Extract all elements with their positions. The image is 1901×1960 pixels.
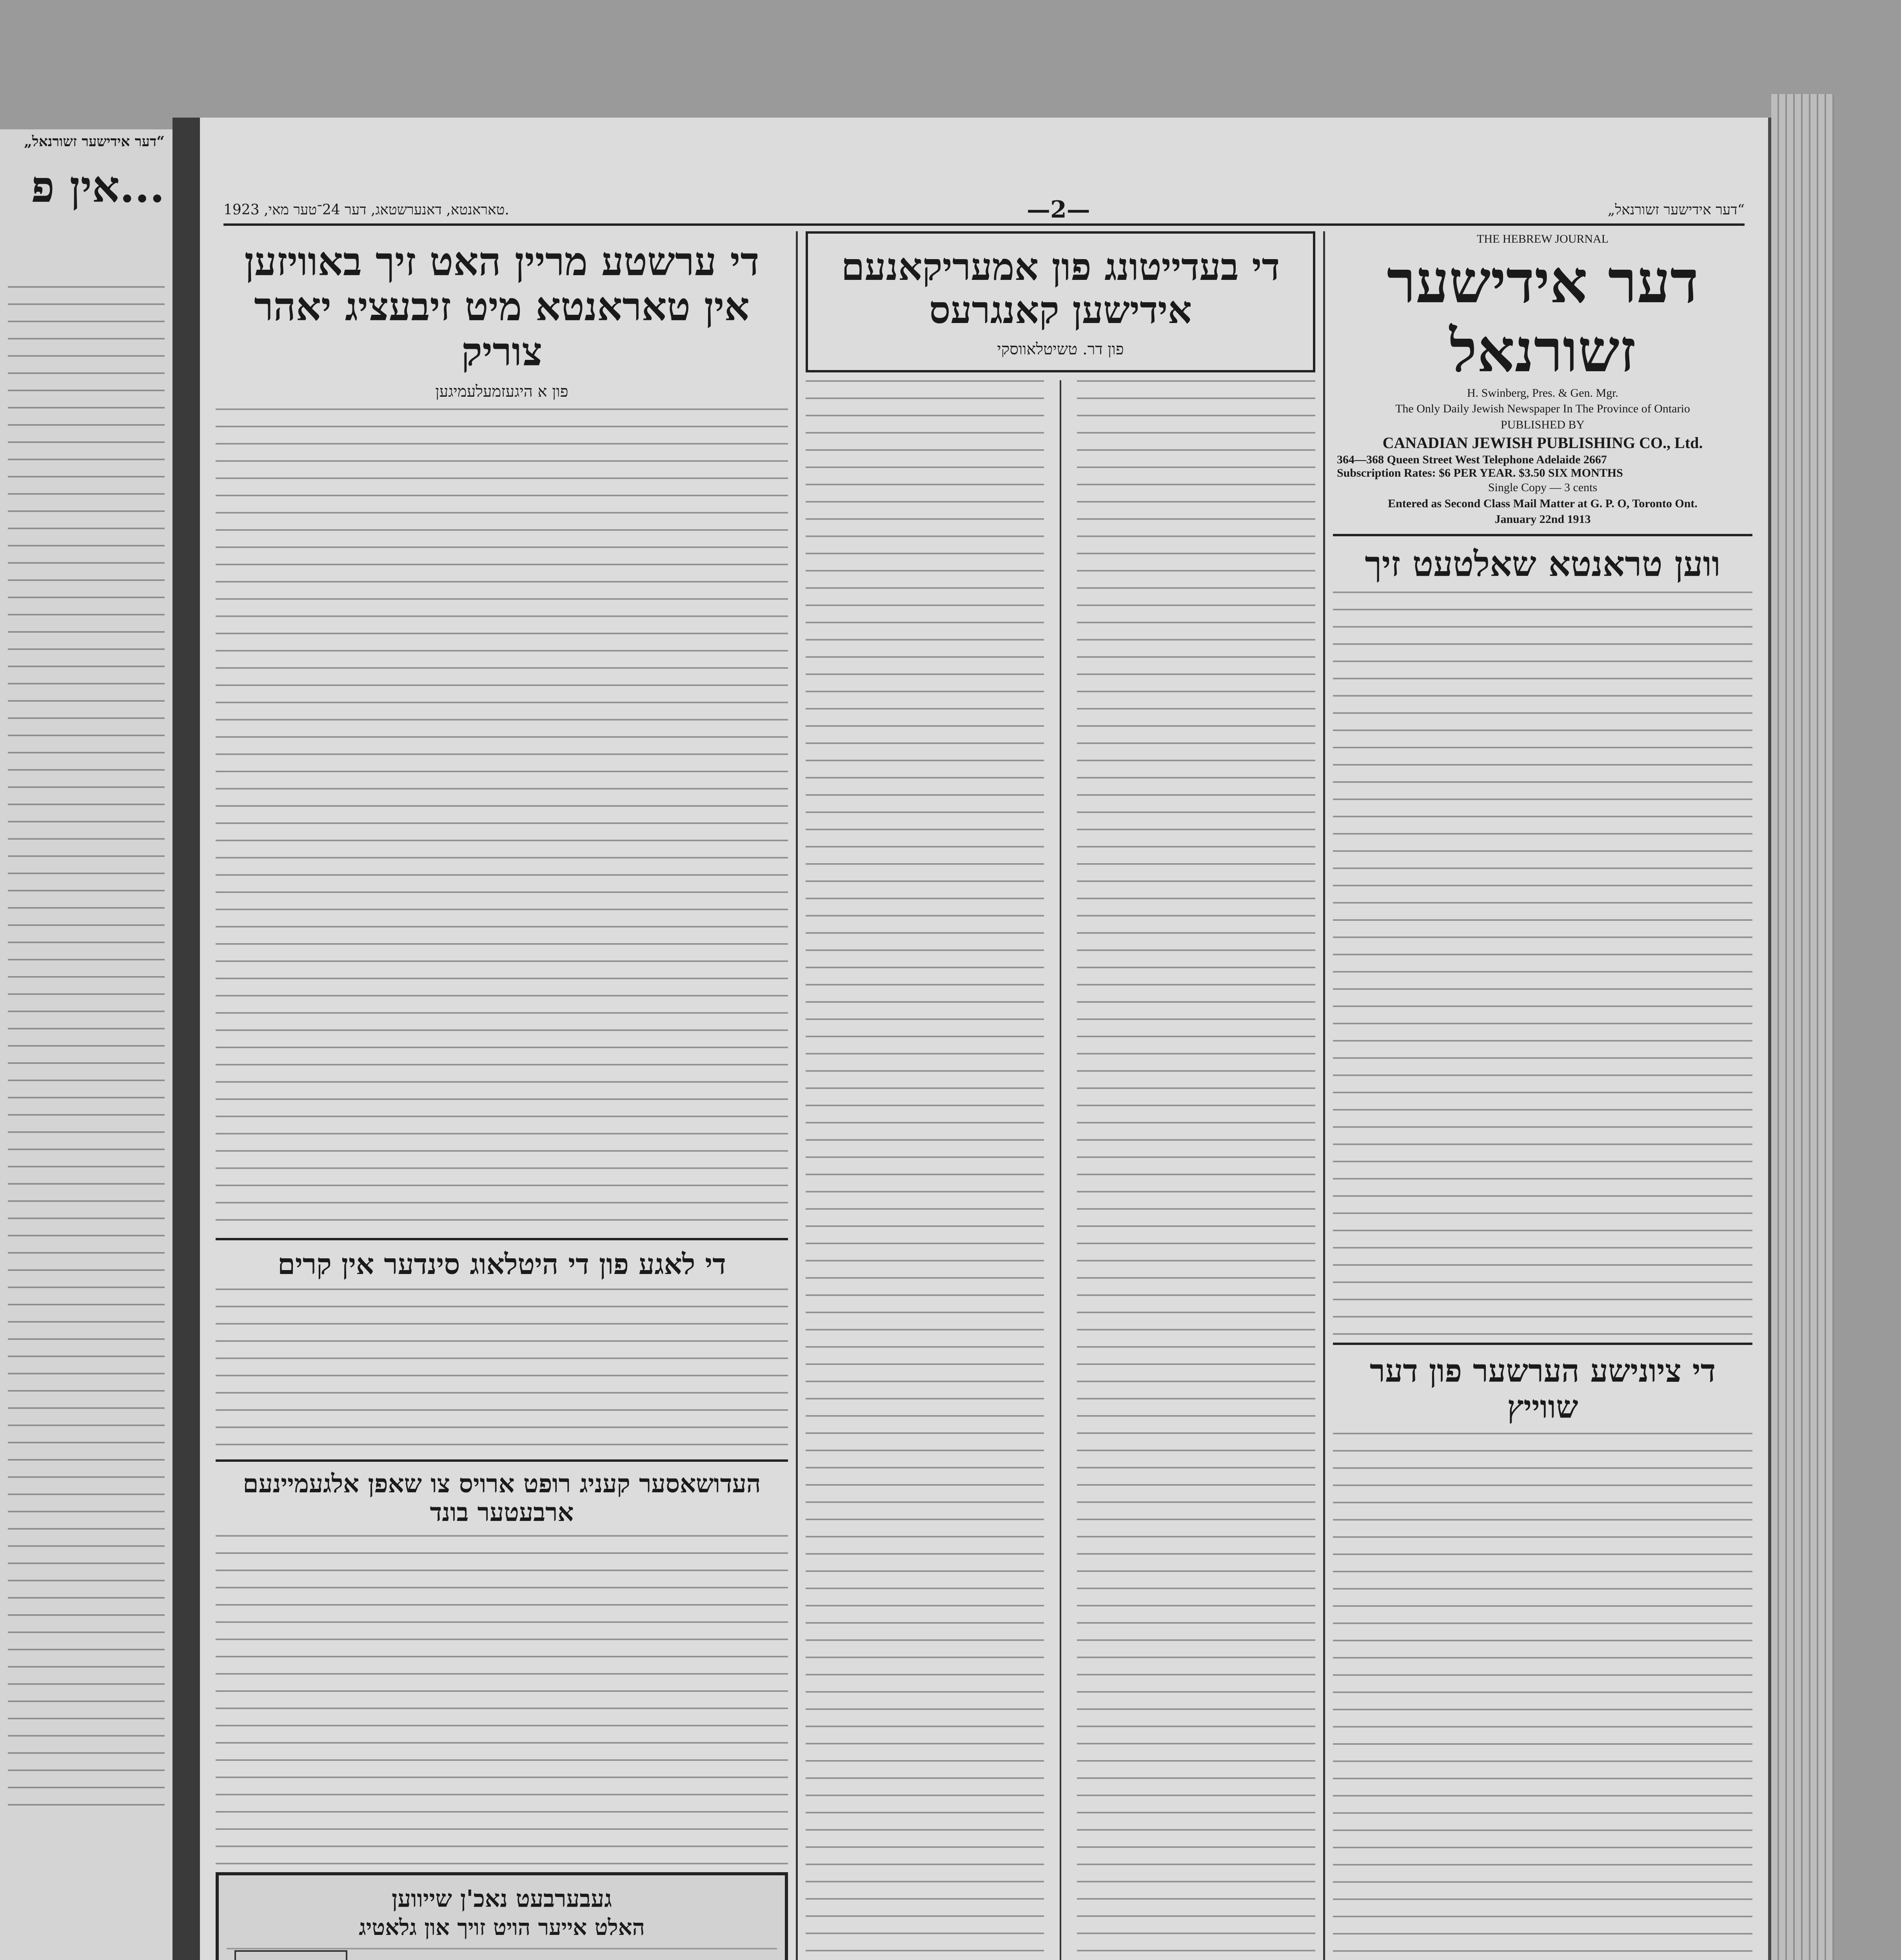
masthead-line: PUBLISHED BY [1500, 418, 1585, 431]
toronto-body [1333, 592, 1752, 1336]
column-congress [806, 231, 1315, 1960]
masthead-publisher: CANADIAN JEWISH PUBLISHING CO., Ltd. [1382, 434, 1703, 452]
left-page-fragment [0, 129, 176, 1960]
divider [1333, 1343, 1752, 1345]
toronto-text-lines [1333, 592, 1752, 1336]
swiss-text-lines [1333, 1433, 1752, 1960]
page-stack-edge [1771, 94, 1834, 1960]
congress-headline: די בעדייטונג פון אמעריקאנעם אידישען קאנגרעס [841, 245, 1280, 332]
swiss-body [1333, 1433, 1752, 1960]
masthead-english-title: THE HEBREW JOURNAL [1476, 232, 1609, 245]
masthead-title: דער אידישער זשורנאל [1387, 247, 1699, 385]
congress-text-lines [806, 380, 1044, 1960]
masthead-line: The Only Daily Jewish Newspaper In The Province of Ontario [1395, 402, 1690, 415]
hirschfeld-body [216, 408, 788, 1232]
ad-body [227, 1948, 777, 1960]
professor-body [216, 1535, 788, 1872]
column-rule [1323, 231, 1325, 1960]
running-head-title: „דער אידישער זשורנאל“ [1607, 202, 1745, 218]
left-text-lines [8, 286, 165, 1815]
ointment-ad [216, 1872, 788, 1960]
masthead [1333, 231, 1752, 528]
ad-headline-2: האלט אייער הויט זויך און גלאטיג [359, 1914, 645, 1940]
column-right [1333, 231, 1752, 1960]
newspaper-page [200, 118, 1771, 1960]
divider [1333, 534, 1752, 536]
left-headline: אין פ... [31, 162, 165, 212]
running-head [223, 196, 1745, 226]
masthead-line: January 22nd 1913 [1494, 513, 1591, 526]
professor-text-lines [216, 1535, 788, 1872]
column-rule [1060, 380, 1061, 1960]
divider [216, 1459, 788, 1462]
divider [216, 1238, 788, 1240]
ad-text-lines [227, 1948, 777, 1960]
hirschfeld-headline: די ערשטע מריין האט זיך באוויזען אין טאראנטא מיט זיבעציג יאהר צוריק [244, 238, 759, 375]
page-number: —2— [1026, 196, 1090, 223]
left-body-text [8, 286, 165, 1815]
children-headline: די לאגע פון די היטלאוג סינדער אין קרים [278, 1247, 726, 1281]
column-left-block [216, 231, 788, 1960]
hirschfeld-text-lines [216, 408, 788, 1232]
professor-headline: העדושאסער קעניג רופט ארויס צו שאפן אלגעמיינעם ארבעטער בונד [243, 1469, 761, 1528]
congress-body [806, 380, 1315, 1960]
column-rule [796, 231, 798, 1960]
ad-headline-1: געבערבעט נאכ'ן שייווען [392, 1885, 612, 1913]
congress-text-lines [1077, 380, 1315, 1960]
congress-subcolumn [1077, 380, 1315, 1960]
masthead-line: H. Swinberg, Pres. & Gen. Mgr. [1467, 386, 1619, 399]
congress-subcolumn [806, 380, 1044, 1960]
toronto-headline: ווען טראנטא שאלטעט זיך [1365, 543, 1721, 584]
congress-headline-box [806, 231, 1315, 372]
swiss-headline: די ציונישע הערשער פון דער שווייץ [1369, 1352, 1716, 1425]
book-binding [172, 118, 200, 1960]
children-body [216, 1289, 788, 1453]
running-head-date: טאראנטא, דאנערשטאג, דער 24־טער מאי, 1923. [223, 202, 509, 218]
masthead-rates: Subscription Rates: $6 PER YEAR. $3.50 SIX MONTHS [1337, 466, 1623, 479]
masthead-line: Single Copy — 3 cents [1488, 481, 1598, 494]
hirschfeld-byline: פון א היגעזמעלעמיגען [435, 383, 568, 401]
children-text-lines [216, 1289, 788, 1453]
left-running-head: „דער אידישער זשורנאל“ [24, 133, 165, 150]
masthead-address: 364—368 Queen Street West Telephone Adelaide 2667 [1337, 453, 1607, 466]
masthead-line: Entered as Second Class Mail Matter at G. P. O, Toronto Ont. [1388, 497, 1698, 510]
congress-byline: פון דר. טשיטלאווסקי [997, 340, 1124, 358]
